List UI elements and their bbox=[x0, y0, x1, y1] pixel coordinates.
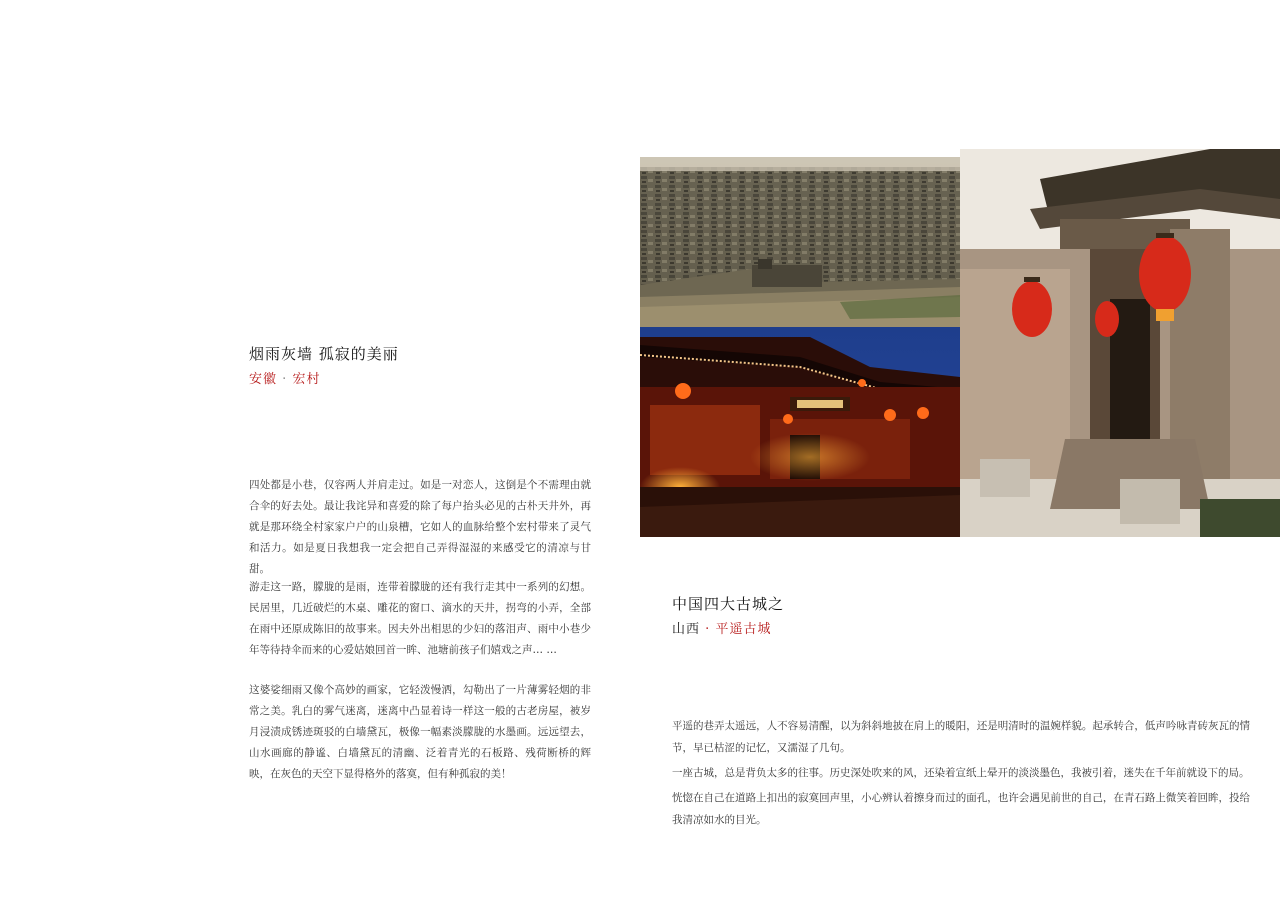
left-location bbox=[249, 368, 320, 387]
right-paragraph-3: 恍惚在自己在道路上扣出的寂寞回声里，小心辨认着擦身而过的面孔，也许会遇见前世的自己，在青石路上微笑着回眸，投给我清凉如水的目光。 bbox=[672, 792, 1250, 826]
right-location-city: 平遥古城 bbox=[715, 622, 772, 637]
right-paragraph-2: 一座古城，总是背负太多的往事。历史深处吹来的风，还染着宣纸上晕开的淡淡墨色，我被引着，迷失在千年前就设下的局。 bbox=[672, 767, 1250, 779]
night-lantern-building-photo bbox=[640, 327, 960, 537]
left-location-separator: · bbox=[282, 372, 288, 387]
left-paragraph-3: 这婆娑细雨又像个高妙的画家，它轻泼慢洒，勾勒出了一片薄雾轻烟的非常之美。乳白的雾气迷离，迷离中凸显着诗一样这一般的古老房屋，被岁月浸渍成锈迹斑驳的白墙黛瓦，极像一幅素淡朦胧的水墨画。远远望去，山水画廊的静谧、白墙黛瓦的清幽、泛着青光的石板路、残荷断桥的辉映，在灰色的天空下显得格外的落寞，但有种孤寂的美！ bbox=[249, 684, 591, 780]
right-location-separator: · bbox=[705, 622, 711, 637]
left-location-province: 安徽 bbox=[249, 372, 278, 387]
left-paragraph-1: 四处都是小巷，仅容两人并肩走过。如是一对恋人，这倒是个不需理由就合伞的好去处。最让我诧异和喜爱的除了每户抬头必见的古朴天井外，再就是那环绕全村家家户户的山泉槽，它如人的血脉给整个宏村带来了灵气和活力。如是夏日我想我一定会把自己弄得湿湿的来感受它的清凉与甘甜。 bbox=[249, 479, 591, 575]
right-location-province: 山西 bbox=[672, 622, 701, 637]
left-paragraph-2: 游走这一路，朦胧的是雨，连带着朦胧的还有我行走其中一系列的幻想。民居里，几近破烂的木桌、雕花的窗口、滴水的天井，拐弯的小弄，全部在雨中还原成陈旧的故事来。因夫外出相思的少妇的落泪声、雨中小巷少年等待持伞而来的心爱姑娘回首一眸、池塘前孩子们嬉戏之声… … bbox=[249, 581, 591, 656]
gate-lanterns-photo bbox=[960, 149, 1280, 537]
left-location-city: 宏村 bbox=[292, 372, 321, 387]
left-title: 烟雨灰墙 孤寂的美丽 bbox=[249, 345, 399, 363]
aerial-old-city-photo bbox=[640, 157, 960, 327]
right-location bbox=[672, 618, 771, 637]
right-paragraph-1: 平遥的巷弄太遥远，人不容易清醒，以为斜斜地披在肩上的暖阳，还是明清时的温婉样貌。起承转合，低声吟咏青砖灰瓦的情节，早已枯涩的记忆，又濡湿了几句。 bbox=[672, 720, 1250, 754]
right-title: 中国四大古城之 bbox=[672, 595, 785, 613]
